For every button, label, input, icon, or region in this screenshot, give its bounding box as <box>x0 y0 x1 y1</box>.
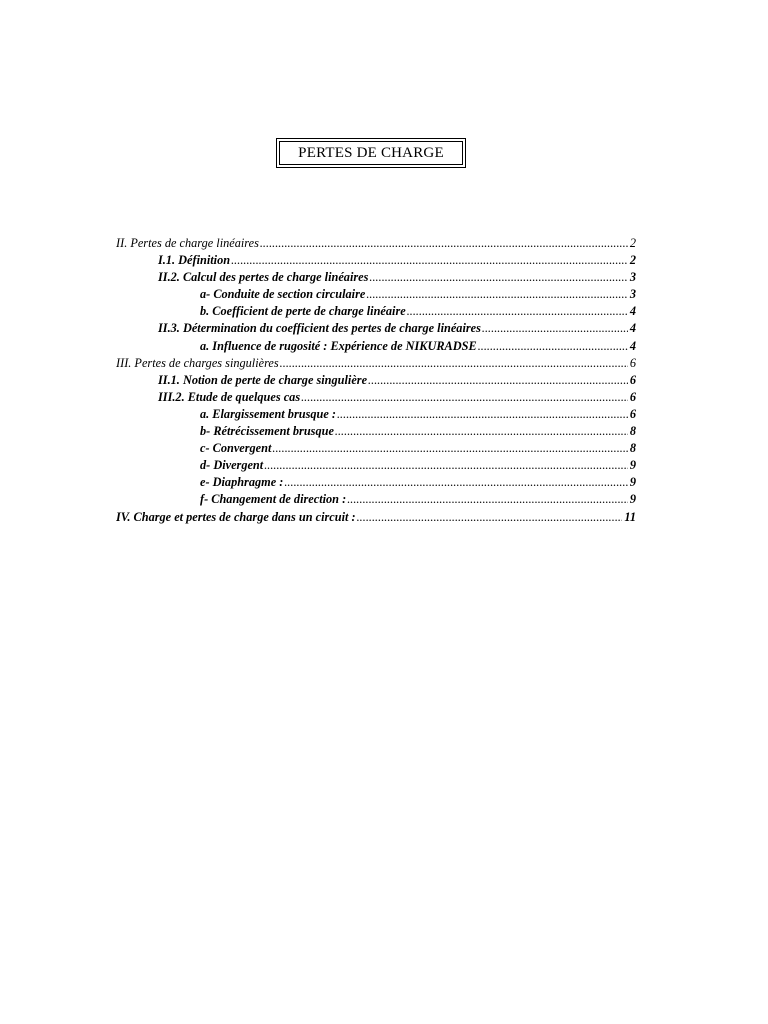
toc-entry-label: a- Conduite de section circulaire <box>200 287 366 302</box>
toc-entry-page: 6 <box>629 406 636 421</box>
toc-entry-label: b- Rétrécissement brusque <box>200 424 334 439</box>
toc-entry[interactable] <box>116 423 636 440</box>
toc-entry-label: IV. Charge et pertes de charge dans un circuit : <box>116 509 356 524</box>
toc-entry[interactable] <box>116 286 636 303</box>
toc-leader-dots <box>264 457 628 474</box>
toc-entry[interactable] <box>116 269 636 286</box>
toc-leader-dots <box>335 423 628 440</box>
toc-entry[interactable] <box>116 355 636 372</box>
toc-entry-label: c- Convergent <box>200 441 272 456</box>
toc-leader-dots <box>368 372 628 389</box>
toc-entry[interactable] <box>116 338 636 355</box>
toc-leader-dots <box>301 389 628 406</box>
toc-leader-dots <box>407 303 628 320</box>
toc-entry[interactable] <box>116 509 636 526</box>
toc-entry-label: a. Influence de rugosité : Expérience de NIKURADSE <box>200 338 477 353</box>
toc-entry[interactable] <box>116 474 636 491</box>
toc-entry-label: f- Changement de direction : <box>200 492 347 507</box>
toc-entry[interactable] <box>116 389 636 406</box>
toc-entry[interactable] <box>116 235 636 252</box>
toc-entry-label: II.2. Calcul des pertes de charge linéaires <box>158 270 369 285</box>
toc-entry-label: II.1. Notion de perte de charge singulière <box>158 372 368 387</box>
toc-entry-page: 3 <box>629 287 636 302</box>
toc-entry-page: 4 <box>629 338 636 353</box>
toc-leader-dots <box>366 286 628 303</box>
toc-entry-page: 11 <box>624 509 636 524</box>
toc-entry[interactable] <box>116 252 636 269</box>
toc-leader-dots <box>272 440 627 457</box>
toc-entry-label: a. Elargissement brusque : <box>200 406 336 421</box>
toc-leader-dots <box>347 491 628 508</box>
toc-leader-dots <box>478 338 628 355</box>
toc-leader-dots <box>280 355 628 372</box>
toc-entry-page: 6 <box>629 389 636 404</box>
toc-entry-page: 4 <box>629 304 636 319</box>
toc-entry[interactable] <box>116 491 636 508</box>
toc-entry-page: 2 <box>629 236 636 250</box>
toc-entry-label: d- Divergent <box>200 458 264 473</box>
toc-leader-dots <box>231 252 628 269</box>
toc-entry-label: III. Pertes de charges singulières <box>116 355 279 370</box>
toc-entry[interactable] <box>116 320 636 337</box>
toc-entry-page: 4 <box>629 321 636 336</box>
toc-entry-page: 9 <box>629 458 636 473</box>
toc-entry-page: 2 <box>629 253 636 268</box>
toc-entry[interactable] <box>116 457 636 474</box>
toc-entry[interactable] <box>116 406 636 423</box>
toc-leader-dots <box>260 235 628 252</box>
document-title-box <box>276 138 466 168</box>
toc-entry-page: 6 <box>629 372 636 387</box>
toc-entry-label: e- Diaphragme : <box>200 475 284 490</box>
toc-leader-dots <box>337 406 628 423</box>
toc-entry-label: III.2. Etude de quelques cas <box>158 389 301 404</box>
toc-entry-page: 9 <box>629 475 636 490</box>
toc-entry-page: 8 <box>629 441 636 456</box>
toc-entry[interactable] <box>116 303 636 320</box>
toc-entry-label: II.3. Détermination du coefficient des pertes de charge linéaires <box>158 321 481 336</box>
toc-leader-dots <box>482 320 628 337</box>
toc-entry-page: 3 <box>629 270 636 285</box>
toc-entry-label: I.1. Définition <box>158 253 231 268</box>
toc-entry-page: 6 <box>629 355 636 370</box>
table-of-contents <box>116 235 636 526</box>
toc-leader-dots <box>357 509 623 526</box>
toc-leader-dots <box>369 269 627 286</box>
toc-entry-label: II. Pertes de charge linéaires <box>116 236 259 250</box>
toc-leader-dots <box>284 474 628 491</box>
toc-entry-page: 8 <box>629 424 636 439</box>
toc-entry-page: 9 <box>629 492 636 507</box>
toc-entry-label: b. Coefficient de perte de charge linéaire <box>200 304 406 319</box>
toc-entry[interactable] <box>116 440 636 457</box>
document-title: PERTES DE CHARGE <box>279 141 463 165</box>
toc-entry[interactable] <box>116 372 636 389</box>
